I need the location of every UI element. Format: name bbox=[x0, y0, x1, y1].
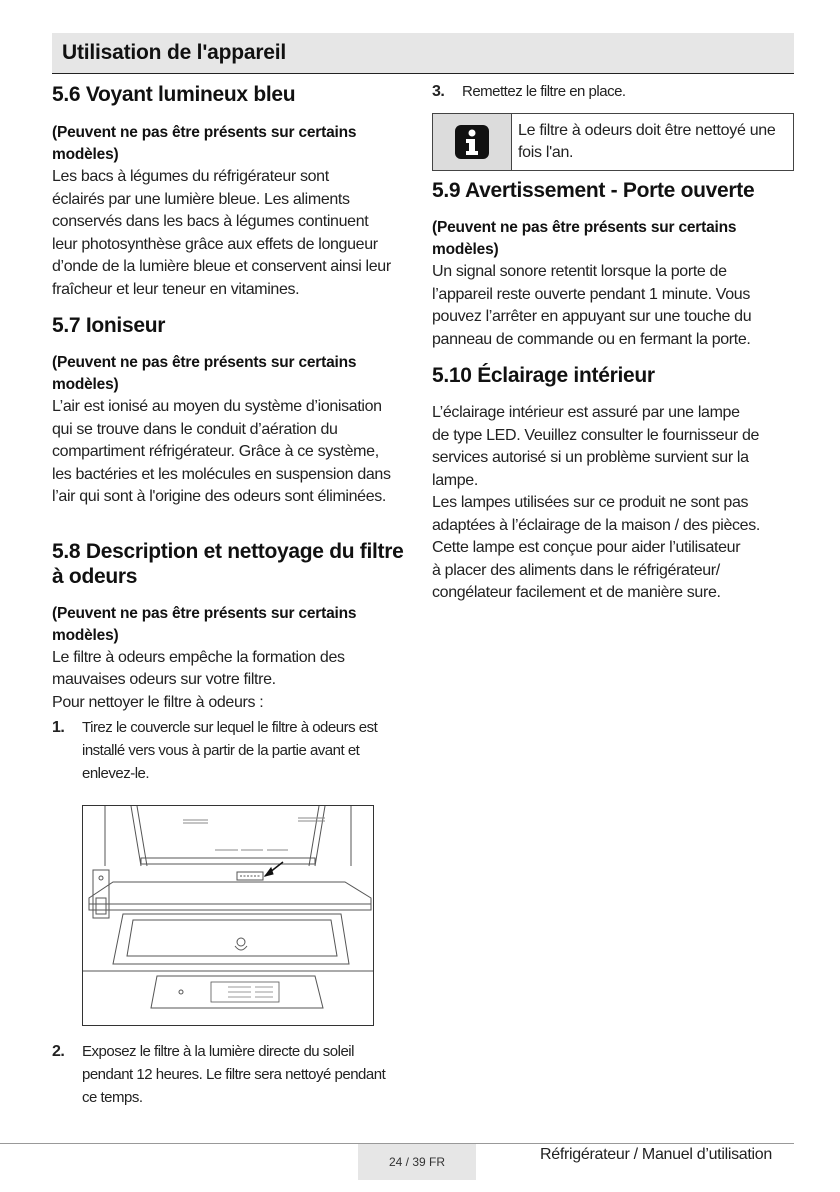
heading-5-6: 5.6 Voyant lumineux bleu bbox=[52, 83, 296, 106]
paragraph-line: Le filtre à odeurs empêche la formation des bbox=[52, 648, 345, 666]
availability-note: (Peuvent ne pas être présents sur certains bbox=[52, 604, 357, 622]
heading-5-9: 5.9 Avertissement - Porte ouverte bbox=[432, 179, 755, 202]
fridge-interior-drawing bbox=[83, 806, 373, 1025]
info-icon bbox=[454, 124, 490, 160]
section-header bbox=[52, 33, 794, 74]
info-line: Le filtre à odeurs doit être nettoyé une bbox=[518, 122, 776, 139]
step-3 bbox=[432, 80, 794, 103]
paragraph-line: congélateur facilement et de manière sure. bbox=[432, 584, 721, 601]
paragraph-line: les bactéries et les molécules en suspension dans bbox=[52, 465, 391, 483]
paragraph-line: l’appareil reste ouverte pendant 1 minute. Vous bbox=[432, 285, 750, 303]
paragraph-line: compartiment réfrigérateur. Grâce à ce système, bbox=[52, 443, 379, 460]
info-line: fois l'an. bbox=[518, 144, 574, 161]
step-3-container bbox=[432, 80, 794, 103]
heading-5-8: 5.8 Description et nettoyage du filtre bbox=[52, 539, 404, 563]
step-line: ce temps. bbox=[82, 1089, 143, 1106]
heading-5-10: 5.10 Éclairage intérieur bbox=[432, 364, 655, 387]
paragraph-line: conservés dans les bacs à légumes continuent bbox=[52, 213, 369, 230]
paragraph-line: qui se trouve dans le conduit d’aération du bbox=[52, 420, 338, 438]
info-box bbox=[432, 113, 794, 171]
step-text bbox=[82, 1040, 414, 1109]
page-number: 24 / 39 FR bbox=[358, 1144, 476, 1180]
paragraph-line: panneau de commande ou en fermant la porte. bbox=[432, 330, 751, 348]
left-column bbox=[52, 80, 414, 785]
paragraph-line: d’onde de la lumière bleue et conservent ainsi leur bbox=[52, 258, 391, 275]
footer-title: Réfrigérateur / Manuel d’utilisation bbox=[540, 1146, 772, 1163]
paragraph-line: l’air qui sont à l'origine des odeurs sont éliminées. bbox=[52, 488, 387, 505]
step-number: 2. bbox=[52, 1043, 65, 1060]
section-header-title: Utilisation de l'appareil bbox=[62, 41, 287, 64]
right-column bbox=[432, 178, 794, 605]
step-1 bbox=[52, 716, 414, 785]
availability-note: modèles) bbox=[432, 241, 499, 258]
paragraph-line: L’air est ionisé au moyen du système d’ionisation bbox=[52, 398, 382, 415]
paragraph-line: à placer des aliments dans le réfrigérateur/ bbox=[432, 561, 720, 579]
filter-illustration bbox=[82, 805, 374, 1026]
paragraph-line: Les lampes utilisées sur ce produit ne sont pas bbox=[432, 494, 749, 511]
paragraph-line: éclairés par une lumière bleue. Les aliments bbox=[52, 190, 350, 208]
paragraph-line: fraîcheur et leur teneur en vitamines. bbox=[52, 280, 300, 298]
step-text: Remettez le filtre en place. bbox=[462, 83, 626, 100]
availability-note: (Peuvent ne pas être présents sur certains bbox=[432, 219, 737, 236]
info-icon-cell bbox=[433, 114, 512, 170]
step-line: Tirez le couvercle sur lequel le filtre à odeurs est bbox=[82, 719, 378, 736]
availability-note: modèles) bbox=[52, 376, 119, 393]
paragraph-line: de type LED. Veuillez consulter le fournisseur de bbox=[432, 426, 760, 444]
paragraph-line: Un signal sonore retentit lorsque la porte de bbox=[432, 263, 727, 280]
paragraph-line: L’éclairage intérieur est assuré par une lampe bbox=[432, 404, 740, 421]
step-2-container bbox=[52, 1040, 414, 1109]
paragraph-line: Cette lampe est conçue pour aider l’utilisateur bbox=[432, 539, 741, 556]
step-text bbox=[82, 716, 414, 785]
paragraph-line: services autorisé si un problème survient sur la bbox=[432, 449, 749, 466]
step-line: pendant 12 heures. Le filtre sera nettoyé pendant bbox=[82, 1066, 386, 1083]
paragraph-line: adaptées à l’éclairage de la maison / des pièces. bbox=[432, 516, 760, 534]
info-text bbox=[512, 114, 784, 170]
step-line: installé vers vous à partir de la partie avant et bbox=[82, 742, 360, 759]
availability-note: (Peuvent ne pas être présents sur certains bbox=[52, 354, 357, 371]
availability-note: modèles) bbox=[52, 626, 119, 644]
paragraph-line: pouvez l’arrêter en appuyant sur une touche du bbox=[432, 308, 752, 325]
paragraph-line: lampe. bbox=[432, 471, 478, 489]
paragraph-line: mauvaises odeurs sur votre filtre. bbox=[52, 671, 276, 688]
step-number: 3. bbox=[432, 83, 445, 100]
step-line: enlevez-le. bbox=[82, 765, 150, 782]
heading-5-7: 5.7 Ioniseur bbox=[52, 314, 166, 337]
step-line: Exposez le filtre à la lumière directe du soleil bbox=[82, 1043, 354, 1060]
availability-note: (Peuvent ne pas être présents sur certains bbox=[52, 124, 357, 141]
paragraph-line: Pour nettoyer le filtre à odeurs : bbox=[52, 693, 264, 711]
availability-note: modèles) bbox=[52, 146, 119, 163]
step-number: 1. bbox=[52, 719, 65, 736]
step-2 bbox=[52, 1040, 414, 1109]
heading-5-8: à odeurs bbox=[52, 564, 138, 588]
paragraph-line: Les bacs à légumes du réfrigérateur sont bbox=[52, 168, 329, 185]
paragraph-line: leur photosynthèse grâce aux effets de longueur bbox=[52, 235, 378, 253]
